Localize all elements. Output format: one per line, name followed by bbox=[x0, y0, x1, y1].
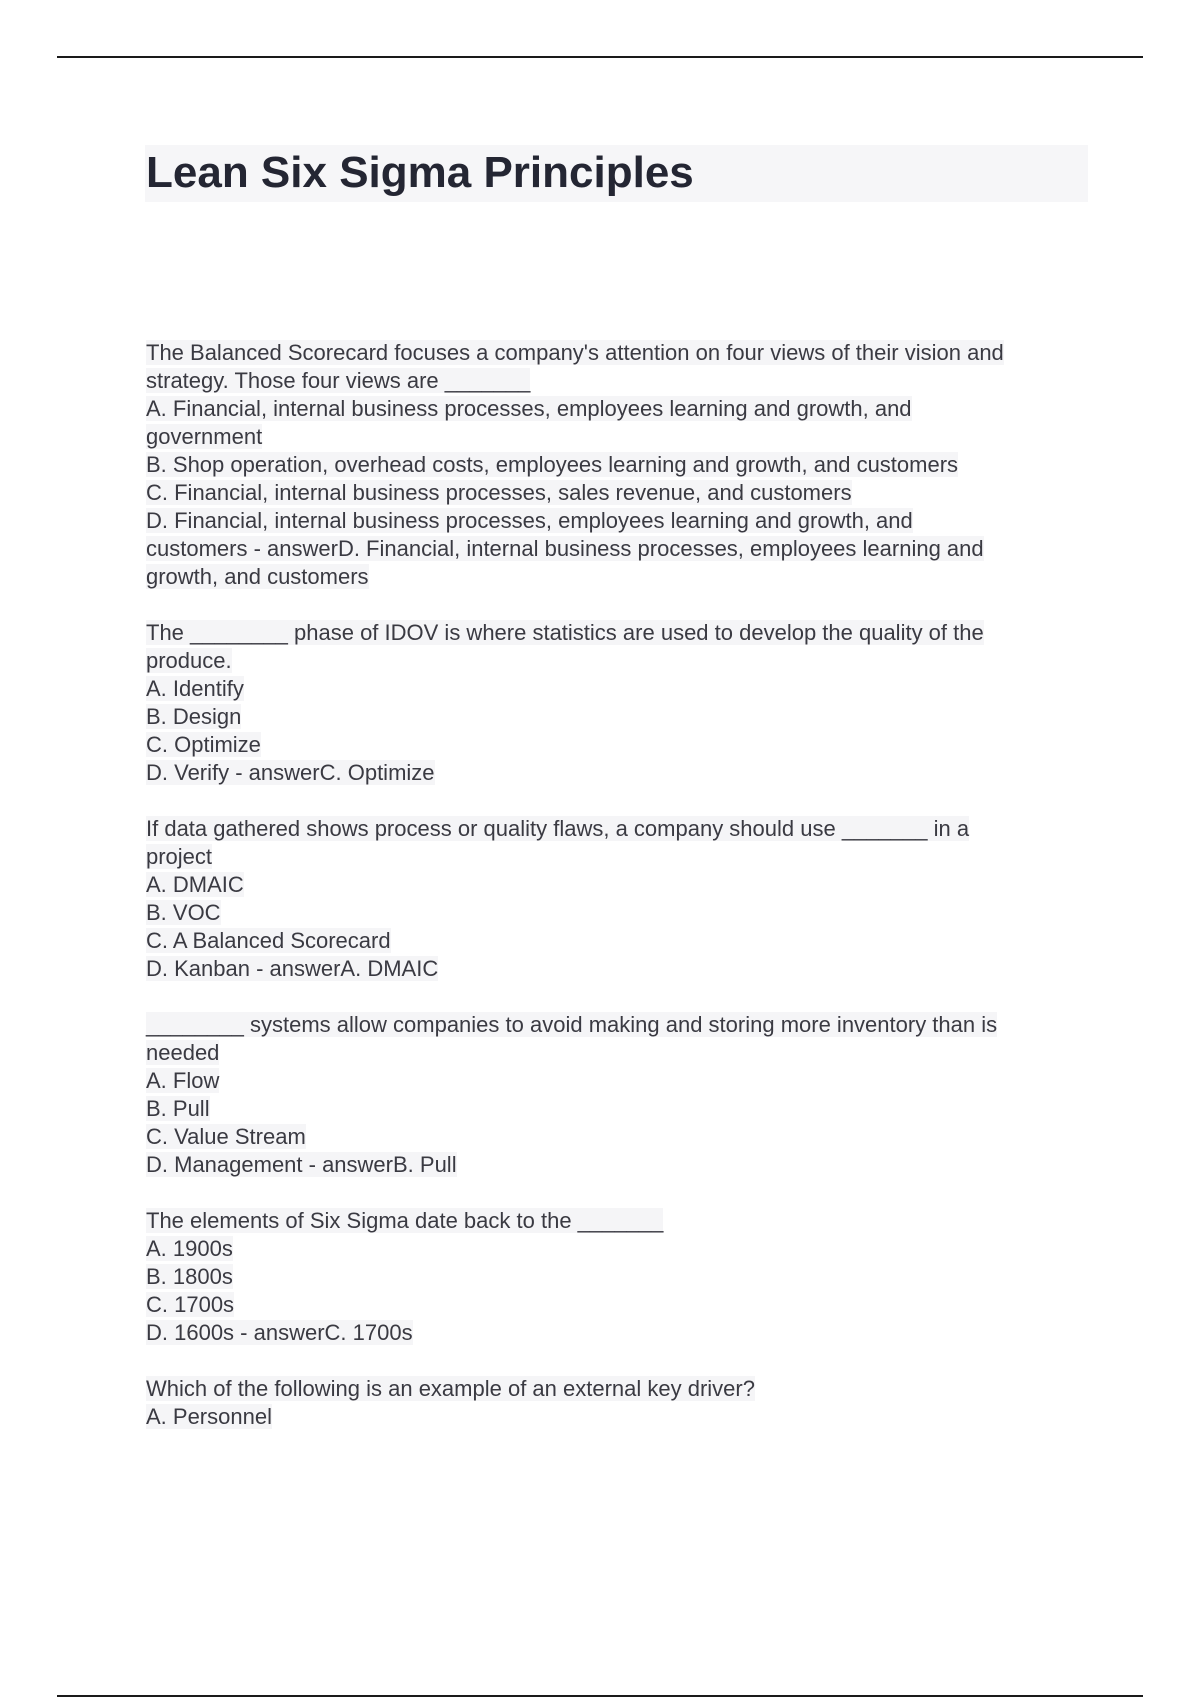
answer-option: C. Optimize bbox=[146, 732, 261, 757]
answer-key: customers - answerD. Financial, internal business processes, employees learning and bbox=[146, 536, 984, 561]
answer-option: C. A Balanced Scorecard bbox=[146, 928, 391, 953]
answer-option: C. Financial, internal business processes, sales revenue, and customers bbox=[146, 480, 852, 505]
answer-option: A. Identify bbox=[146, 676, 244, 701]
answer-key: D. 1600s - answerC. 1700s bbox=[146, 1320, 413, 1345]
question-text: If data gathered shows process or quality flaws, a company should use _______ in a bbox=[146, 816, 970, 841]
question-block bbox=[146, 1207, 1096, 1347]
answer-option: B. Design bbox=[146, 704, 242, 729]
answer-option: C. Value Stream bbox=[146, 1124, 306, 1149]
question-text: project bbox=[146, 844, 213, 869]
top-rule bbox=[57, 56, 1143, 58]
question-block bbox=[146, 815, 1096, 983]
answer-key: D. Verify - answerC. Optimize bbox=[146, 760, 435, 785]
answer-key: D. Management - answerB. Pull bbox=[146, 1152, 457, 1177]
answer-option: A. DMAIC bbox=[146, 872, 244, 897]
question-text: produce. bbox=[146, 648, 232, 673]
question-text: The elements of Six Sigma date back to the _______ bbox=[146, 1208, 664, 1233]
answer-option: B. Pull bbox=[146, 1096, 210, 1121]
question-list bbox=[146, 339, 1096, 1459]
document-title: Lean Six Sigma Principles bbox=[146, 148, 694, 197]
bottom-rule bbox=[57, 1695, 1143, 1697]
question-block bbox=[146, 339, 1096, 591]
question-block bbox=[146, 619, 1096, 787]
answer-key: D. Kanban - answerA. DMAIC bbox=[146, 956, 439, 981]
answer-option: A. 1900s bbox=[146, 1236, 233, 1261]
answer-key: growth, and customers bbox=[146, 564, 369, 589]
answer-option: B. 1800s bbox=[146, 1264, 233, 1289]
answer-option: D. Financial, internal business processes, employees learning and growth, and bbox=[146, 508, 913, 533]
question-text: needed bbox=[146, 1040, 220, 1065]
question-block bbox=[146, 1011, 1096, 1179]
question-text: The Balanced Scorecard focuses a company's attention on four views of their vision and bbox=[146, 340, 1004, 365]
answer-option: B. Shop operation, overhead costs, employees learning and growth, and customers bbox=[146, 452, 959, 477]
answer-option: A. Financial, internal business processes, employees learning and growth, and bbox=[146, 396, 912, 421]
answer-option: A. Flow bbox=[146, 1068, 220, 1093]
question-text: ________ systems allow companies to avoid making and storing more inventory than is bbox=[146, 1012, 998, 1037]
answer-option: A. Personnel bbox=[146, 1404, 272, 1429]
answer-option: B. VOC bbox=[146, 900, 221, 925]
question-block bbox=[146, 1375, 1096, 1431]
question-text: strategy. Those four views are _______ bbox=[146, 368, 531, 393]
question-text: The ________ phase of IDOV is where statistics are used to develop the quality of the bbox=[146, 620, 984, 645]
answer-option: government bbox=[146, 424, 263, 449]
answer-option: C. 1700s bbox=[146, 1292, 235, 1317]
question-text: Which of the following is an example of an external key driver? bbox=[146, 1376, 755, 1401]
